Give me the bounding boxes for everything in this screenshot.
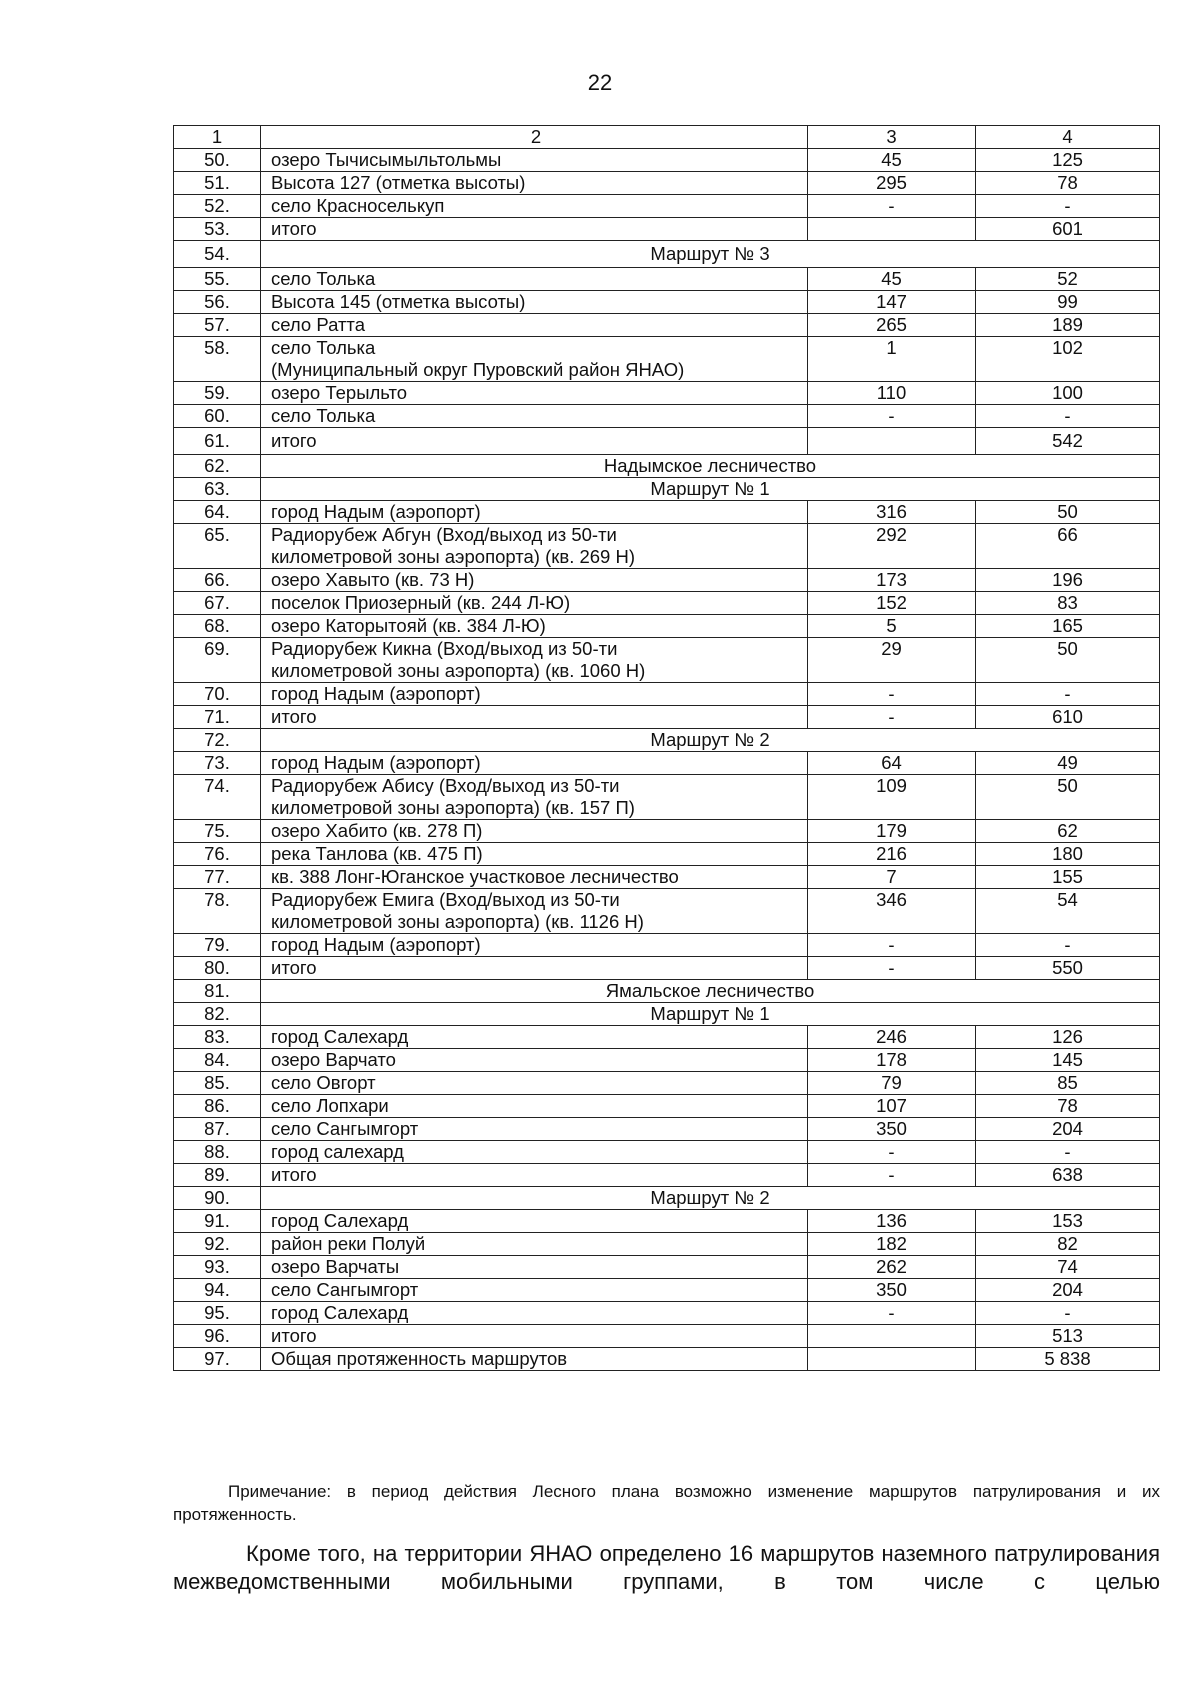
column-4-cell: -	[976, 405, 1160, 428]
column-3-cell: 316	[808, 501, 976, 524]
column-4-cell: 54	[976, 889, 1160, 934]
route-point-cell: Общая протяженность маршрутов	[261, 1348, 808, 1371]
row-number-cell: 66.	[174, 569, 261, 592]
column-3-cell: 29	[808, 638, 976, 683]
row-number-cell: 76.	[174, 843, 261, 866]
row-number-cell: 82.	[174, 1003, 261, 1026]
column-4-cell: 155	[976, 866, 1160, 889]
route-point-cell: село Сангымгорт	[261, 1118, 808, 1141]
table-section-row	[174, 478, 1160, 501]
column-4-cell: -	[976, 1302, 1160, 1325]
routes-table	[173, 125, 1160, 1371]
table-row	[174, 1049, 1160, 1072]
column-3-cell: -	[808, 1141, 976, 1164]
table-row	[174, 1302, 1160, 1325]
column-3-cell: -	[808, 934, 976, 957]
row-number-cell: 80.	[174, 957, 261, 980]
table-row	[174, 218, 1160, 241]
table-row	[174, 752, 1160, 775]
column-3-cell: 182	[808, 1233, 976, 1256]
column-4-cell: 78	[976, 172, 1160, 195]
route-point-cell: город Салехард	[261, 1302, 808, 1325]
column-4-cell: 50	[976, 775, 1160, 820]
column-4-cell: 50	[976, 501, 1160, 524]
row-number-cell: 71.	[174, 706, 261, 729]
row-number-cell: 93.	[174, 1256, 261, 1279]
column-4-cell: 52	[976, 268, 1160, 291]
row-number-cell: 95.	[174, 1302, 261, 1325]
column-4-cell: 550	[976, 957, 1160, 980]
route-point-cell: поселок Приозерный (кв. 244 Л-Ю)	[261, 592, 808, 615]
row-number-cell: 79.	[174, 934, 261, 957]
column-4-cell: 83	[976, 592, 1160, 615]
table-row	[174, 1279, 1160, 1302]
column-4-cell: 165	[976, 615, 1160, 638]
column-4-cell: 196	[976, 569, 1160, 592]
table-row	[174, 1072, 1160, 1095]
table-row	[174, 706, 1160, 729]
row-number-cell: 61.	[174, 428, 261, 455]
column-3-cell: 45	[808, 268, 976, 291]
table-row	[174, 268, 1160, 291]
row-number-cell: 88.	[174, 1141, 261, 1164]
route-point-cell: село Толька (Муниципальный округ Пуровский район ЯНАО)	[261, 337, 808, 382]
column-3-cell: -	[808, 706, 976, 729]
column-3-cell: 5	[808, 615, 976, 638]
table-row	[174, 195, 1160, 218]
row-number-cell: 97.	[174, 1348, 261, 1371]
row-number-cell: 73.	[174, 752, 261, 775]
row-number-cell: 94.	[174, 1279, 261, 1302]
table-section-row	[174, 729, 1160, 752]
route-point-cell: озеро Варчато	[261, 1049, 808, 1072]
column-4-cell: 601	[976, 218, 1160, 241]
column-3-cell: 350	[808, 1279, 976, 1302]
table-section-row	[174, 241, 1160, 268]
table-row	[174, 428, 1160, 455]
column-3-cell: -	[808, 957, 976, 980]
table-row	[174, 683, 1160, 706]
column-4-cell: -	[976, 683, 1160, 706]
route-point-cell: город Салехард	[261, 1026, 808, 1049]
header-cell: 4	[976, 126, 1160, 149]
row-number-cell: 89.	[174, 1164, 261, 1187]
route-point-cell: город салехард	[261, 1141, 808, 1164]
route-point-cell: Высота 127 (отметка высоты)	[261, 172, 808, 195]
row-number-cell: 92.	[174, 1233, 261, 1256]
route-point-cell: село Лопхари	[261, 1095, 808, 1118]
row-number-cell: 87.	[174, 1118, 261, 1141]
route-point-cell: итого	[261, 218, 808, 241]
table-section-row	[174, 1003, 1160, 1026]
row-number-cell: 62.	[174, 455, 261, 478]
route-point-cell: итого	[261, 428, 808, 455]
route-point-cell: Радиорубеж Кикна (Вход/выход из 50-ти километровой зоны аэропорта) (кв. 1060 Н)	[261, 638, 808, 683]
row-number-cell: 91.	[174, 1210, 261, 1233]
row-number-cell: 77.	[174, 866, 261, 889]
row-number-cell: 81.	[174, 980, 261, 1003]
route-point-cell: село Овгорт	[261, 1072, 808, 1095]
table-section-row	[174, 455, 1160, 478]
row-number-cell: 53.	[174, 218, 261, 241]
column-3-cell: 64	[808, 752, 976, 775]
row-number-cell: 74.	[174, 775, 261, 820]
column-3-cell: -	[808, 405, 976, 428]
row-number-cell: 75.	[174, 820, 261, 843]
page-number: 22	[587, 70, 613, 95]
table-row	[174, 1164, 1160, 1187]
route-point-cell: итого	[261, 1325, 808, 1348]
table-row	[174, 775, 1160, 820]
table-row	[174, 957, 1160, 980]
section-title-cell: Маршрут № 1	[261, 1003, 1160, 1026]
route-point-cell: озеро Хабито (кв. 278 П)	[261, 820, 808, 843]
column-4-cell: 82	[976, 1233, 1160, 1256]
column-3-cell: 136	[808, 1210, 976, 1233]
route-point-cell: озеро Терыльто	[261, 382, 808, 405]
row-number-cell: 72.	[174, 729, 261, 752]
table-row	[174, 615, 1160, 638]
row-number-cell: 86.	[174, 1095, 261, 1118]
column-3-cell: 109	[808, 775, 976, 820]
row-number-cell: 83.	[174, 1026, 261, 1049]
table-row	[174, 934, 1160, 957]
route-point-cell: село Ратта	[261, 314, 808, 337]
column-4-cell: -	[976, 195, 1160, 218]
column-3-cell: -	[808, 1164, 976, 1187]
column-4-cell: 153	[976, 1210, 1160, 1233]
column-4-cell: 542	[976, 428, 1160, 455]
row-number-cell: 60.	[174, 405, 261, 428]
route-point-cell: итого	[261, 957, 808, 980]
column-3-cell: 7	[808, 866, 976, 889]
note-text: Примечание: в период действия Лесного плана возможно изменение маршрутов патрулирования и их протяженность.	[173, 1482, 1160, 1524]
route-point-cell: село Красноселькуп	[261, 195, 808, 218]
route-point-cell: Радиорубеж Абгун (Вход/выход из 50-ти километровой зоны аэропорта) (кв. 269 Н)	[261, 524, 808, 569]
row-number-cell: 96.	[174, 1325, 261, 1348]
table-row	[174, 843, 1160, 866]
table-row	[174, 569, 1160, 592]
section-title-cell: Маршрут № 1	[261, 478, 1160, 501]
route-point-cell: итого	[261, 1164, 808, 1187]
row-number-cell: 63.	[174, 478, 261, 501]
column-4-cell: 638	[976, 1164, 1160, 1187]
table-header-row	[174, 126, 1160, 149]
route-point-cell: Радиорубеж Абису (Вход/выход из 50-ти километровой зоны аэропорта) (кв. 157 П)	[261, 775, 808, 820]
header-cell: 1	[174, 126, 261, 149]
table-row	[174, 405, 1160, 428]
table-row	[174, 866, 1160, 889]
route-point-cell: озеро Варчаты	[261, 1256, 808, 1279]
route-point-cell: город Надым (аэропорт)	[261, 683, 808, 706]
column-3-cell: 262	[808, 1256, 976, 1279]
route-point-cell: кв. 388 Лонг-Юганское участковое лесничество	[261, 866, 808, 889]
row-number-cell: 57.	[174, 314, 261, 337]
column-4-cell: 204	[976, 1118, 1160, 1141]
route-point-cell: город Надым (аэропорт)	[261, 934, 808, 957]
column-3-cell: 147	[808, 291, 976, 314]
column-3-cell: 178	[808, 1049, 976, 1072]
table-section-row	[174, 980, 1160, 1003]
header-cell: 2	[261, 126, 808, 149]
route-point-cell: город Салехард	[261, 1210, 808, 1233]
column-4-cell: 189	[976, 314, 1160, 337]
row-number-cell: 51.	[174, 172, 261, 195]
row-number-cell: 55.	[174, 268, 261, 291]
column-4-cell: 66	[976, 524, 1160, 569]
route-point-cell: село Толька	[261, 405, 808, 428]
column-3-cell: 246	[808, 1026, 976, 1049]
column-3-cell: -	[808, 1302, 976, 1325]
row-number-cell: 67.	[174, 592, 261, 615]
table-row	[174, 1026, 1160, 1049]
route-point-cell: итого	[261, 706, 808, 729]
body-paragraph: Кроме того, на территории ЯНАО определено 16 маршрутов наземного патрулирования межведомственными мобильными группами, в том числе с целью	[173, 1541, 1160, 1594]
table-row	[174, 1210, 1160, 1233]
column-3-cell: 79	[808, 1072, 976, 1095]
row-number-cell: 84.	[174, 1049, 261, 1072]
column-4-cell: 610	[976, 706, 1160, 729]
column-4-cell: 99	[976, 291, 1160, 314]
column-3-cell: 216	[808, 843, 976, 866]
route-point-cell: Радиорубеж Емига (Вход/выход из 50-ти километровой зоны аэропорта) (кв. 1126 Н)	[261, 889, 808, 934]
row-number-cell: 69.	[174, 638, 261, 683]
route-point-cell: село Толька	[261, 268, 808, 291]
column-4-cell: 513	[976, 1325, 1160, 1348]
header-cell: 3	[808, 126, 976, 149]
section-title-cell: Маршрут № 3	[261, 241, 1160, 268]
column-3-cell: 107	[808, 1095, 976, 1118]
column-3-cell: 179	[808, 820, 976, 843]
table-row	[174, 291, 1160, 314]
column-3-cell: 346	[808, 889, 976, 934]
section-title-cell: Маршрут № 2	[261, 1187, 1160, 1210]
column-3-cell: -	[808, 195, 976, 218]
table-row	[174, 1348, 1160, 1371]
column-3-cell: 1	[808, 337, 976, 382]
column-3-cell: 295	[808, 172, 976, 195]
route-point-cell: озеро Тычисымыльтольмы	[261, 149, 808, 172]
table-row	[174, 592, 1160, 615]
row-number-cell: 65.	[174, 524, 261, 569]
table-row	[174, 501, 1160, 524]
row-number-cell: 52.	[174, 195, 261, 218]
column-3-cell	[808, 218, 976, 241]
route-point-cell: район реки Полуй	[261, 1233, 808, 1256]
column-3-cell: 45	[808, 149, 976, 172]
column-4-cell: 78	[976, 1095, 1160, 1118]
route-point-cell: озеро Каторытояй (кв. 384 Л-Ю)	[261, 615, 808, 638]
row-number-cell: 56.	[174, 291, 261, 314]
table-row	[174, 337, 1160, 382]
column-4-cell: 5 838	[976, 1348, 1160, 1371]
row-number-cell: 90.	[174, 1187, 261, 1210]
column-3-cell: 110	[808, 382, 976, 405]
column-4-cell: 180	[976, 843, 1160, 866]
route-point-cell: Высота 145 (отметка высоты)	[261, 291, 808, 314]
table-row	[174, 1118, 1160, 1141]
row-number-cell: 54.	[174, 241, 261, 268]
table-row	[174, 638, 1160, 683]
row-number-cell: 50.	[174, 149, 261, 172]
column-4-cell: 204	[976, 1279, 1160, 1302]
table-row	[174, 149, 1160, 172]
route-point-cell: озеро Хавыто (кв. 73 Н)	[261, 569, 808, 592]
route-point-cell: город Надым (аэропорт)	[261, 501, 808, 524]
table-row	[174, 382, 1160, 405]
column-4-cell: 85	[976, 1072, 1160, 1095]
table-row	[174, 314, 1160, 337]
column-3-cell: 292	[808, 524, 976, 569]
column-4-cell: 126	[976, 1026, 1160, 1049]
table-row	[174, 1325, 1160, 1348]
table-row	[174, 889, 1160, 934]
column-4-cell: -	[976, 1141, 1160, 1164]
route-point-cell: село Сангымгорт	[261, 1279, 808, 1302]
table-row	[174, 1256, 1160, 1279]
column-4-cell: 62	[976, 820, 1160, 843]
table-note	[173, 1480, 1160, 1526]
column-3-cell	[808, 428, 976, 455]
table-row	[174, 524, 1160, 569]
column-3-cell: 152	[808, 592, 976, 615]
row-number-cell: 70.	[174, 683, 261, 706]
section-title-cell: Маршрут № 2	[261, 729, 1160, 752]
table-row	[174, 1141, 1160, 1164]
row-number-cell: 59.	[174, 382, 261, 405]
section-title-cell: Надымское лесничество	[261, 455, 1160, 478]
table-row	[174, 820, 1160, 843]
row-number-cell: 68.	[174, 615, 261, 638]
column-4-cell: -	[976, 934, 1160, 957]
table-row	[174, 1095, 1160, 1118]
table-section-row	[174, 1187, 1160, 1210]
column-4-cell: 102	[976, 337, 1160, 382]
column-3-cell	[808, 1325, 976, 1348]
column-3-cell: 350	[808, 1118, 976, 1141]
column-3-cell: 265	[808, 314, 976, 337]
row-number-cell: 78.	[174, 889, 261, 934]
row-number-cell: 85.	[174, 1072, 261, 1095]
column-4-cell: 74	[976, 1256, 1160, 1279]
column-3-cell: -	[808, 683, 976, 706]
row-number-cell: 58.	[174, 337, 261, 382]
table-row	[174, 172, 1160, 195]
column-4-cell: 49	[976, 752, 1160, 775]
route-point-cell: город Надым (аэропорт)	[261, 752, 808, 775]
section-title-cell: Ямальское лесничество	[261, 980, 1160, 1003]
column-4-cell: 100	[976, 382, 1160, 405]
table-row	[174, 1233, 1160, 1256]
column-3-cell	[808, 1348, 976, 1371]
route-point-cell: река Танлова (кв. 475 П)	[261, 843, 808, 866]
row-number-cell: 64.	[174, 501, 261, 524]
column-4-cell: 145	[976, 1049, 1160, 1072]
column-4-cell: 50	[976, 638, 1160, 683]
column-4-cell: 125	[976, 149, 1160, 172]
column-3-cell: 173	[808, 569, 976, 592]
